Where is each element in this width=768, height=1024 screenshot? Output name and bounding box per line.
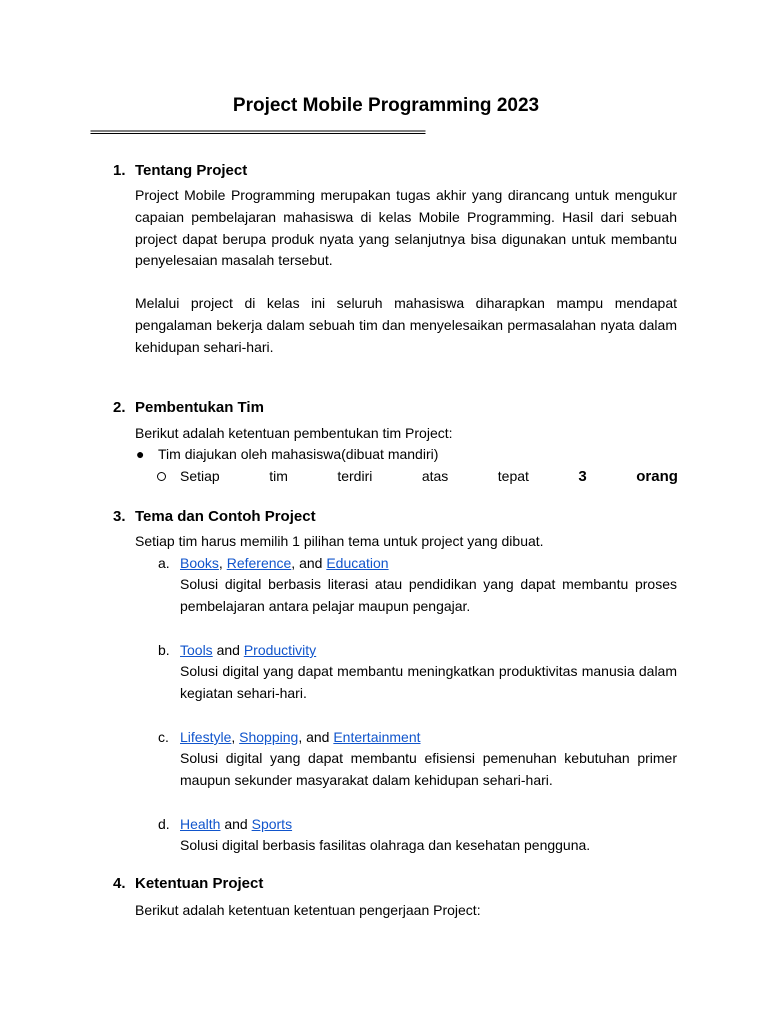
section-1-title: Tentang Project bbox=[135, 162, 248, 179]
sub-bullet-word: atas bbox=[421, 468, 449, 484]
link-education[interactable]: Education bbox=[326, 555, 389, 571]
link-lifestyle[interactable]: Lifestyle bbox=[180, 729, 232, 745]
section-2-bullet-1: Tim diajukan oleh mahasiswa(dibuat mandiri) bbox=[158, 446, 439, 462]
theme-d-title bbox=[180, 814, 292, 834]
sub-bullet-last-word: orang bbox=[636, 468, 678, 485]
section-3-intro: Setiap tim harus memilih 1 pilihan tema untuk project yang dibuat. bbox=[135, 533, 544, 549]
separator: and bbox=[220, 816, 252, 832]
separator: and bbox=[212, 642, 244, 658]
separator: , and bbox=[298, 729, 334, 745]
theme-c-marker: c. bbox=[158, 729, 169, 745]
document-title: Project Mobile Programming 2023 bbox=[232, 95, 540, 116]
title-rule: ========================================================================== bbox=[90, 126, 424, 138]
separator: , and bbox=[291, 555, 327, 571]
section-3-heading bbox=[113, 506, 316, 528]
section-4-number: 4. bbox=[113, 875, 126, 892]
section-3-title: Tema dan Contoh Project bbox=[135, 508, 316, 525]
theme-a-marker: a. bbox=[158, 555, 170, 571]
sub-bullet-word: tim bbox=[269, 468, 288, 484]
theme-b-title bbox=[180, 640, 316, 660]
bullet-dot-icon: ● bbox=[136, 446, 145, 462]
section-2-heading bbox=[113, 397, 264, 419]
section-2-title: Pembentukan Tim bbox=[135, 399, 264, 416]
section-1-heading bbox=[113, 160, 247, 182]
section-4-heading bbox=[113, 873, 263, 895]
theme-a-description: Solusi digital berbasis literasi atau pendidikan yang dapat membantu proses pembelajaran antara pelajar maupun pengajar. bbox=[180, 576, 677, 614]
section-2-intro: Berikut adalah ketentuan pembentukan tim Project: bbox=[135, 425, 453, 441]
theme-d-description: Solusi digital berbasis fasilitas olahraga dan kesehatan pengguna. bbox=[180, 837, 591, 853]
sub-bullet-word: terdiri bbox=[337, 468, 373, 484]
bullet-circle-icon bbox=[157, 472, 166, 481]
theme-c-title bbox=[180, 727, 421, 747]
section-1-number: 1. bbox=[113, 162, 126, 179]
link-health[interactable]: Health bbox=[180, 816, 221, 832]
link-entertainment[interactable]: Entertainment bbox=[333, 729, 421, 745]
theme-b-description: Solusi digital yang dapat membantu meningkatkan produktivitas manusia dalam kegiatan sehari-hari. bbox=[180, 663, 677, 701]
separator: , bbox=[218, 555, 227, 571]
link-productivity[interactable]: Productivity bbox=[243, 642, 317, 658]
section-3-number: 3. bbox=[113, 508, 126, 525]
section-2-sub-bullet bbox=[180, 466, 678, 487]
section-1-paragraph-1: Project Mobile Programming merupakan tugas akhir yang dirancang untuk mengukur capaian pembelajaran mahasiswa di kelas Mobile Programming. Hasil dari sebuah project dapat berupa produk nyata yang selanjutnya bisa digunakan untuk membantu penyelesaian masalah tersebut. bbox=[135, 187, 677, 269]
theme-a-title bbox=[180, 553, 389, 573]
link-reference[interactable]: Reference bbox=[226, 555, 292, 571]
link-books[interactable]: Books bbox=[180, 555, 219, 571]
link-tools[interactable]: Tools bbox=[180, 642, 213, 658]
link-shopping[interactable]: Shopping bbox=[239, 729, 299, 745]
theme-b-marker: b. bbox=[158, 642, 170, 658]
sub-bullet-number: 3 bbox=[578, 468, 587, 485]
sub-bullet-word: tepat bbox=[497, 468, 529, 484]
section-4-intro: Berikut adalah ketentuan ketentuan pengerjaan Project: bbox=[135, 902, 481, 918]
section-1-paragraph-2: Melalui project di kelas ini seluruh mahasiswa diharapkan mampu mendapat pengalaman bekerja dalam sebuah tim dan menyelesaikan permasalahan nyata dalam kehidupan sehari-hari. bbox=[135, 295, 677, 355]
theme-d-marker: d. bbox=[158, 816, 170, 832]
theme-c-description: Solusi digital yang dapat membantu efisiensi pemenuhan kebutuhan primer maupun sekunder masyarakat dalam kehidupan sehari-hari. bbox=[180, 750, 677, 788]
section-2-number: 2. bbox=[113, 399, 126, 416]
link-sports[interactable]: Sports bbox=[251, 816, 293, 832]
sub-bullet-word: Setiap bbox=[180, 468, 220, 484]
section-4-title: Ketentuan Project bbox=[135, 875, 264, 892]
separator: , bbox=[231, 729, 240, 745]
